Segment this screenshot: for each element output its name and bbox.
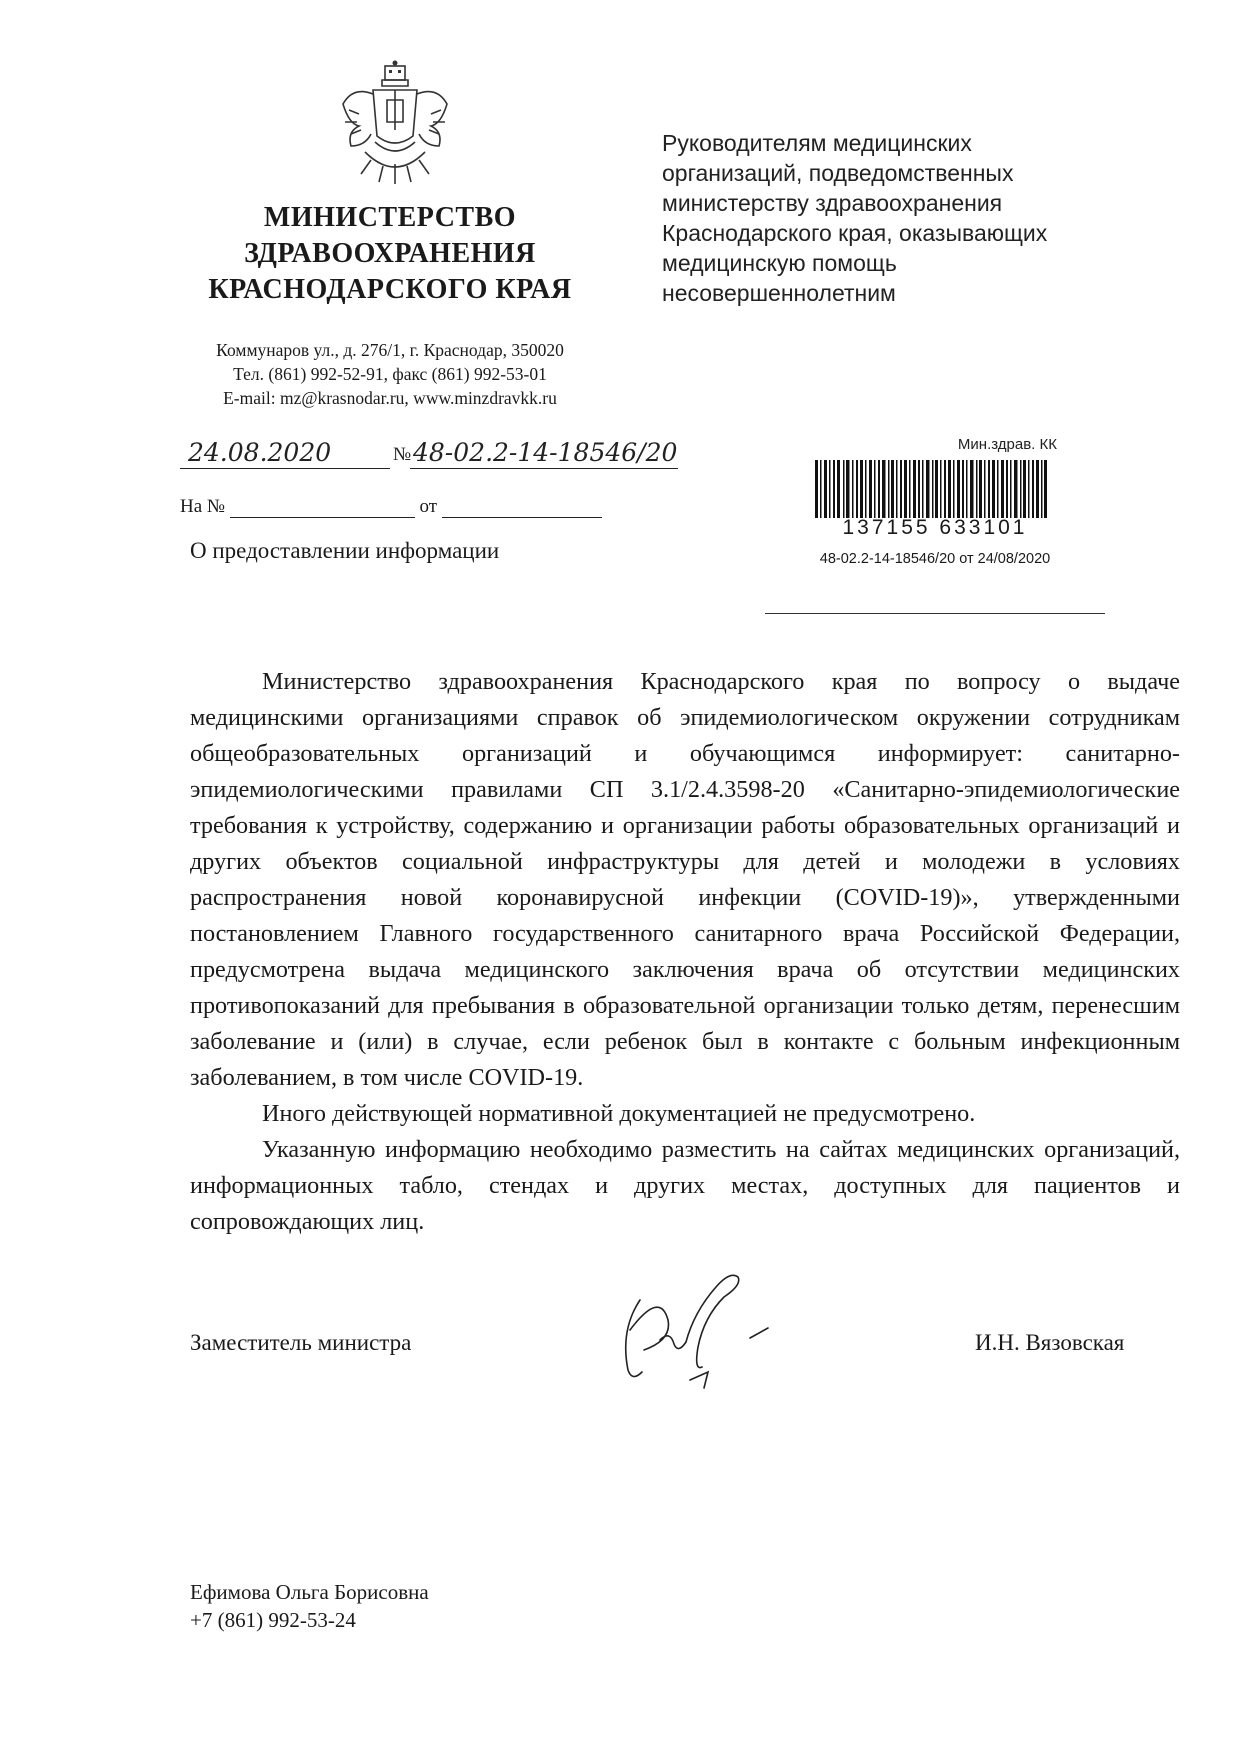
body-paragraph: Указанную информацию необходимо разместить на сайтах медицинских организаций, информационных табло, стендах и других местах, доступных для пациентов и сопровождающих лиц.	[190, 1136, 1180, 1235]
signatory-name: И.Н. Вязовская	[975, 1330, 1125, 1355]
ministry-address: Коммунаров ул., д. 276/1, г. Краснодар, 350020	[216, 340, 564, 360]
signatory-title: Заместитель министра	[190, 1330, 412, 1355]
recipient-line: организаций, подведомственных	[662, 160, 1014, 186]
number-underline	[410, 468, 678, 469]
reference-date-blank	[442, 499, 602, 518]
registration-line	[180, 438, 680, 474]
barcode-digits: 137155 633101	[842, 516, 1028, 539]
executor-block	[190, 1578, 429, 1634]
reference-number-blank	[230, 499, 415, 518]
recipient-block	[662, 128, 1102, 308]
registration-number: 48-02.2-14-18546/20	[413, 438, 678, 467]
reference-line	[180, 496, 602, 518]
recipient-line: Руководителям медицинских	[662, 130, 972, 156]
reference-from-label: от	[419, 496, 438, 517]
recipient-line: министерству здравоохранения	[662, 190, 1003, 216]
coat-of-arms-emblem	[335, 60, 455, 190]
ministry-name-line: КРАСНОДАРСКОГО КРАЯ	[208, 274, 572, 305]
recipient-line: медицинскую помощь	[662, 250, 897, 276]
stamp-registration: 48-02.2-14-18546/20 от 24/08/2020	[819, 551, 1051, 567]
letter-body	[190, 664, 1180, 1240]
body-paragraph: Министерство здравоохранения Краснодарского края по вопросу о выдаче медицинскими организациями справок об эпидемиологическом окружении сотрудникам общеобразовательных организаций и обучающимся информирует: санитарно-эпидемиологическими правилами СП 3.1/2.4.3598-20 «Санитарно-эпидемиологические требования к устройству, содержанию и организации работы образовательных организаций и других объектов социальной инфраструктуры для детей и молодежи в условиях распространения новой коронавирусной инфекции (COVID-19)», утвержденными постановлением Главного государственного санитарного врача Российской Федерации, предусмотрена выдача медицинского заключения врача об отсутствии медицинских противопоказаний для пребывания в образовательной организации только детям, перенесшим заболевание и (или) в случае, если ребенок был в контакте с больным инфекционным заболеванием, в том числе COVID-19.	[190, 668, 1180, 1091]
stamp-organization: Мин.здрав. КК	[957, 436, 1057, 453]
reference-number-label: На №	[180, 496, 226, 517]
recipient-line: несовершеннолетним	[662, 280, 896, 306]
date-underline	[180, 468, 390, 469]
handwritten-signature	[600, 1260, 800, 1400]
letter-subject: О предоставлении информации	[190, 538, 500, 563]
ministry-phones: Тел. (861) 992-52-91, факс (861) 992-53-01	[233, 364, 547, 384]
executor-name: Ефимова Ольга Борисовна	[190, 1580, 429, 1604]
registration-number-label: №	[393, 444, 412, 465]
registration-date: 24.08.2020	[188, 438, 332, 467]
ministry-name-line: МИНИСТЕРСТВО	[263, 202, 517, 233]
stamp-underline	[765, 613, 1105, 614]
ministry-name	[150, 200, 630, 308]
body-paragraph: Иного действующей нормативной документацией не предусмотрено.	[262, 1100, 976, 1127]
executor-phone: +7 (861) 992-53-24	[190, 1608, 356, 1632]
barcode	[815, 460, 1047, 518]
ministry-contacts	[150, 338, 630, 410]
ministry-name-line: ЗДРАВООХРАНЕНИЯ	[244, 238, 536, 269]
ministry-email-web: E-mail: mz@krasnodar.ru, www.minzdravkk.ru	[223, 388, 557, 408]
recipient-line: Краснодарского края, оказывающих	[662, 220, 1048, 246]
